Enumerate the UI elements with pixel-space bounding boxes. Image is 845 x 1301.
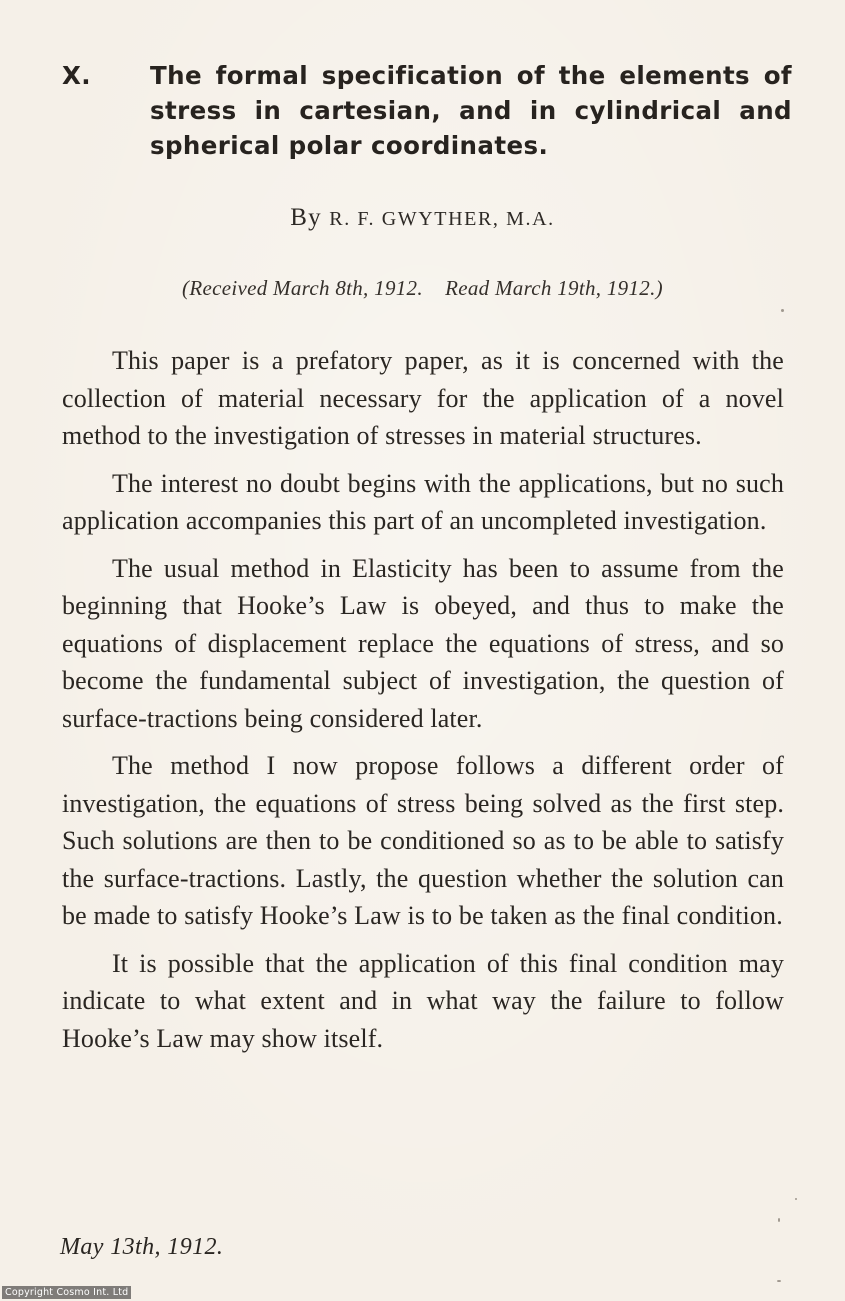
author-line xyxy=(0,204,845,232)
print-speck xyxy=(795,1198,797,1200)
copyright-watermark: Copyright Cosmo Int. Ltd xyxy=(2,1286,131,1299)
print-speck xyxy=(777,1280,781,1282)
title-number: X. xyxy=(62,61,91,90)
print-speck xyxy=(778,1218,780,1222)
print-speck xyxy=(781,309,784,312)
body-text xyxy=(62,342,784,1067)
received-note: (Received March 8th, 1912. Read March 19th, 1912.) xyxy=(182,276,663,300)
title-text: The formal specification of the elements of stress in cartesian, and in cylindrical and spherical polar coordinates. xyxy=(150,61,792,160)
paragraph-3: The usual method in Elasticity has been to assume from the beginning that Hooke’s Law is obeyed, and thus to make the equations of displacement replace the equations of stress, and so become the fundamental subject of investigation, the question of surface-tractions being considered later. xyxy=(62,553,784,733)
paragraph-2: The interest no doubt begins with the applications, but no such application accompanies this part of an uncompleted investigation. xyxy=(62,468,784,535)
paragraph-5: It is possible that the application of this final condition may indicate to what extent and in what way the failure to follow Hooke’s Law may show itself. xyxy=(62,948,784,1053)
author-name: R. F. GWYTHER, M.A. xyxy=(329,208,555,230)
author-prefix: By xyxy=(290,204,322,231)
date-line: May 13th, 1912. xyxy=(60,1234,224,1260)
paper-title xyxy=(62,58,792,163)
paragraph-1: This paper is a prefatory paper, as it is concerned with the collection of material necessary for the application of a novel method to the investigation of stresses in material structures. xyxy=(62,346,784,450)
paragraph-4: The method I now propose follows a different order of investigation, the equations of stress being solved as the first step. Such solutions are then to be conditioned so as to be able to satisfy the surface-tractions. Lastly, the question whether the solution can be made to satisfy Hooke’s Law is to be taken as the final condition. xyxy=(62,751,784,930)
